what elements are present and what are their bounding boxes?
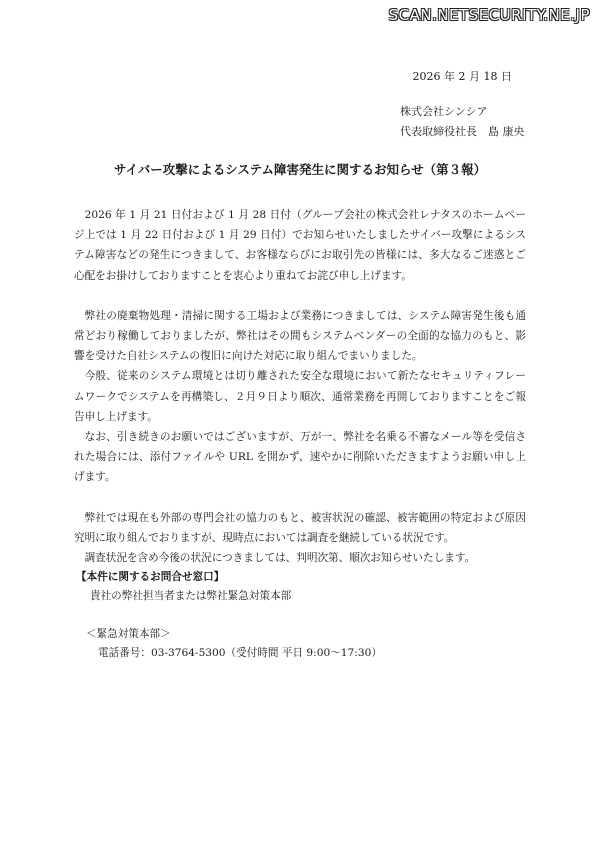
notice-title: サイバー攻撃によるシステム障害発生に関するお知らせ（第３報）: [113, 162, 487, 177]
emergency-section: [86, 625, 382, 663]
emergency-phone: 電話番号：03-3764-5300（受付時間 平日 9:00～17:30）: [98, 647, 382, 659]
body-paragraph: 今般、従来のシステム環境とは切り離された安全な環境において新たなセキュリティフレームワークでシステムを再構築し、２月９日より順次、通常業務を再開しておりますことをご報告申し上げます。: [74, 370, 526, 423]
contact-heading: 【本件に関するお問合せ窓口】: [76, 571, 225, 583]
body-paragraph: 調査状況を含め今後の状況につきましては、判明次第、順次お知らせいたします。: [84, 552, 476, 565]
body-paragraph: 弊社では現在も外部の専門会社の協力のもと、被害状況の確認、被害範囲の特定および原因究明に取り組んでおりますが、現時点においては調査を継続している状況です。: [74, 511, 526, 544]
body-paragraph: 2026 年 1 月 21 日付および 1 月 28 日付（グループ会社の株式会社レナタスのホームページ上では 1 月 22 日付および 1 月 29 日付）でお知らせいたしましたサイバー攻撃によるシステム障害などの発生につきまして、お客様ならびにお取引先の皆様には、多大なるご迷惑とご心配をお掛けしておりますことを衷心より重ねてお詫び申し上げます。: [74, 209, 526, 282]
contact-line: 貴社の弊社担当者または弊社緊急対策本部: [90, 590, 292, 602]
contact-section: [76, 568, 291, 606]
emergency-heading: ＜緊急対策本部＞: [86, 628, 171, 640]
site-watermark: SCAN.NETSECURITY.NE.JP: [388, 6, 590, 24]
body-paragraph: 弊社の廃棄物処理・清掃に関する工場および業務につきましては、システム障害発生後も通常どおり稼働しておりましたが、弊社はその間もシステムベンダーの全面的な協力のもと、影響を受けた自社システムの復旧に向けた対応に取り組んでまいりました。: [74, 309, 526, 363]
body-paragraph: なお、引き続きのお願いではございますが、万が一、弊社を名乗る不審なメール等を受信された場合には、添付ファイルや URL を開かず、速やかに削除いただきますようお願い申し上げます。: [74, 431, 526, 484]
notice-body: [74, 205, 526, 568]
company-name: 株式会社シンシア: [400, 105, 488, 118]
representative-name: 代表取締役社長 島 康央: [400, 125, 525, 138]
sender-block: [400, 102, 580, 142]
document-date: 2026 年 2 月 18 日: [412, 70, 512, 83]
